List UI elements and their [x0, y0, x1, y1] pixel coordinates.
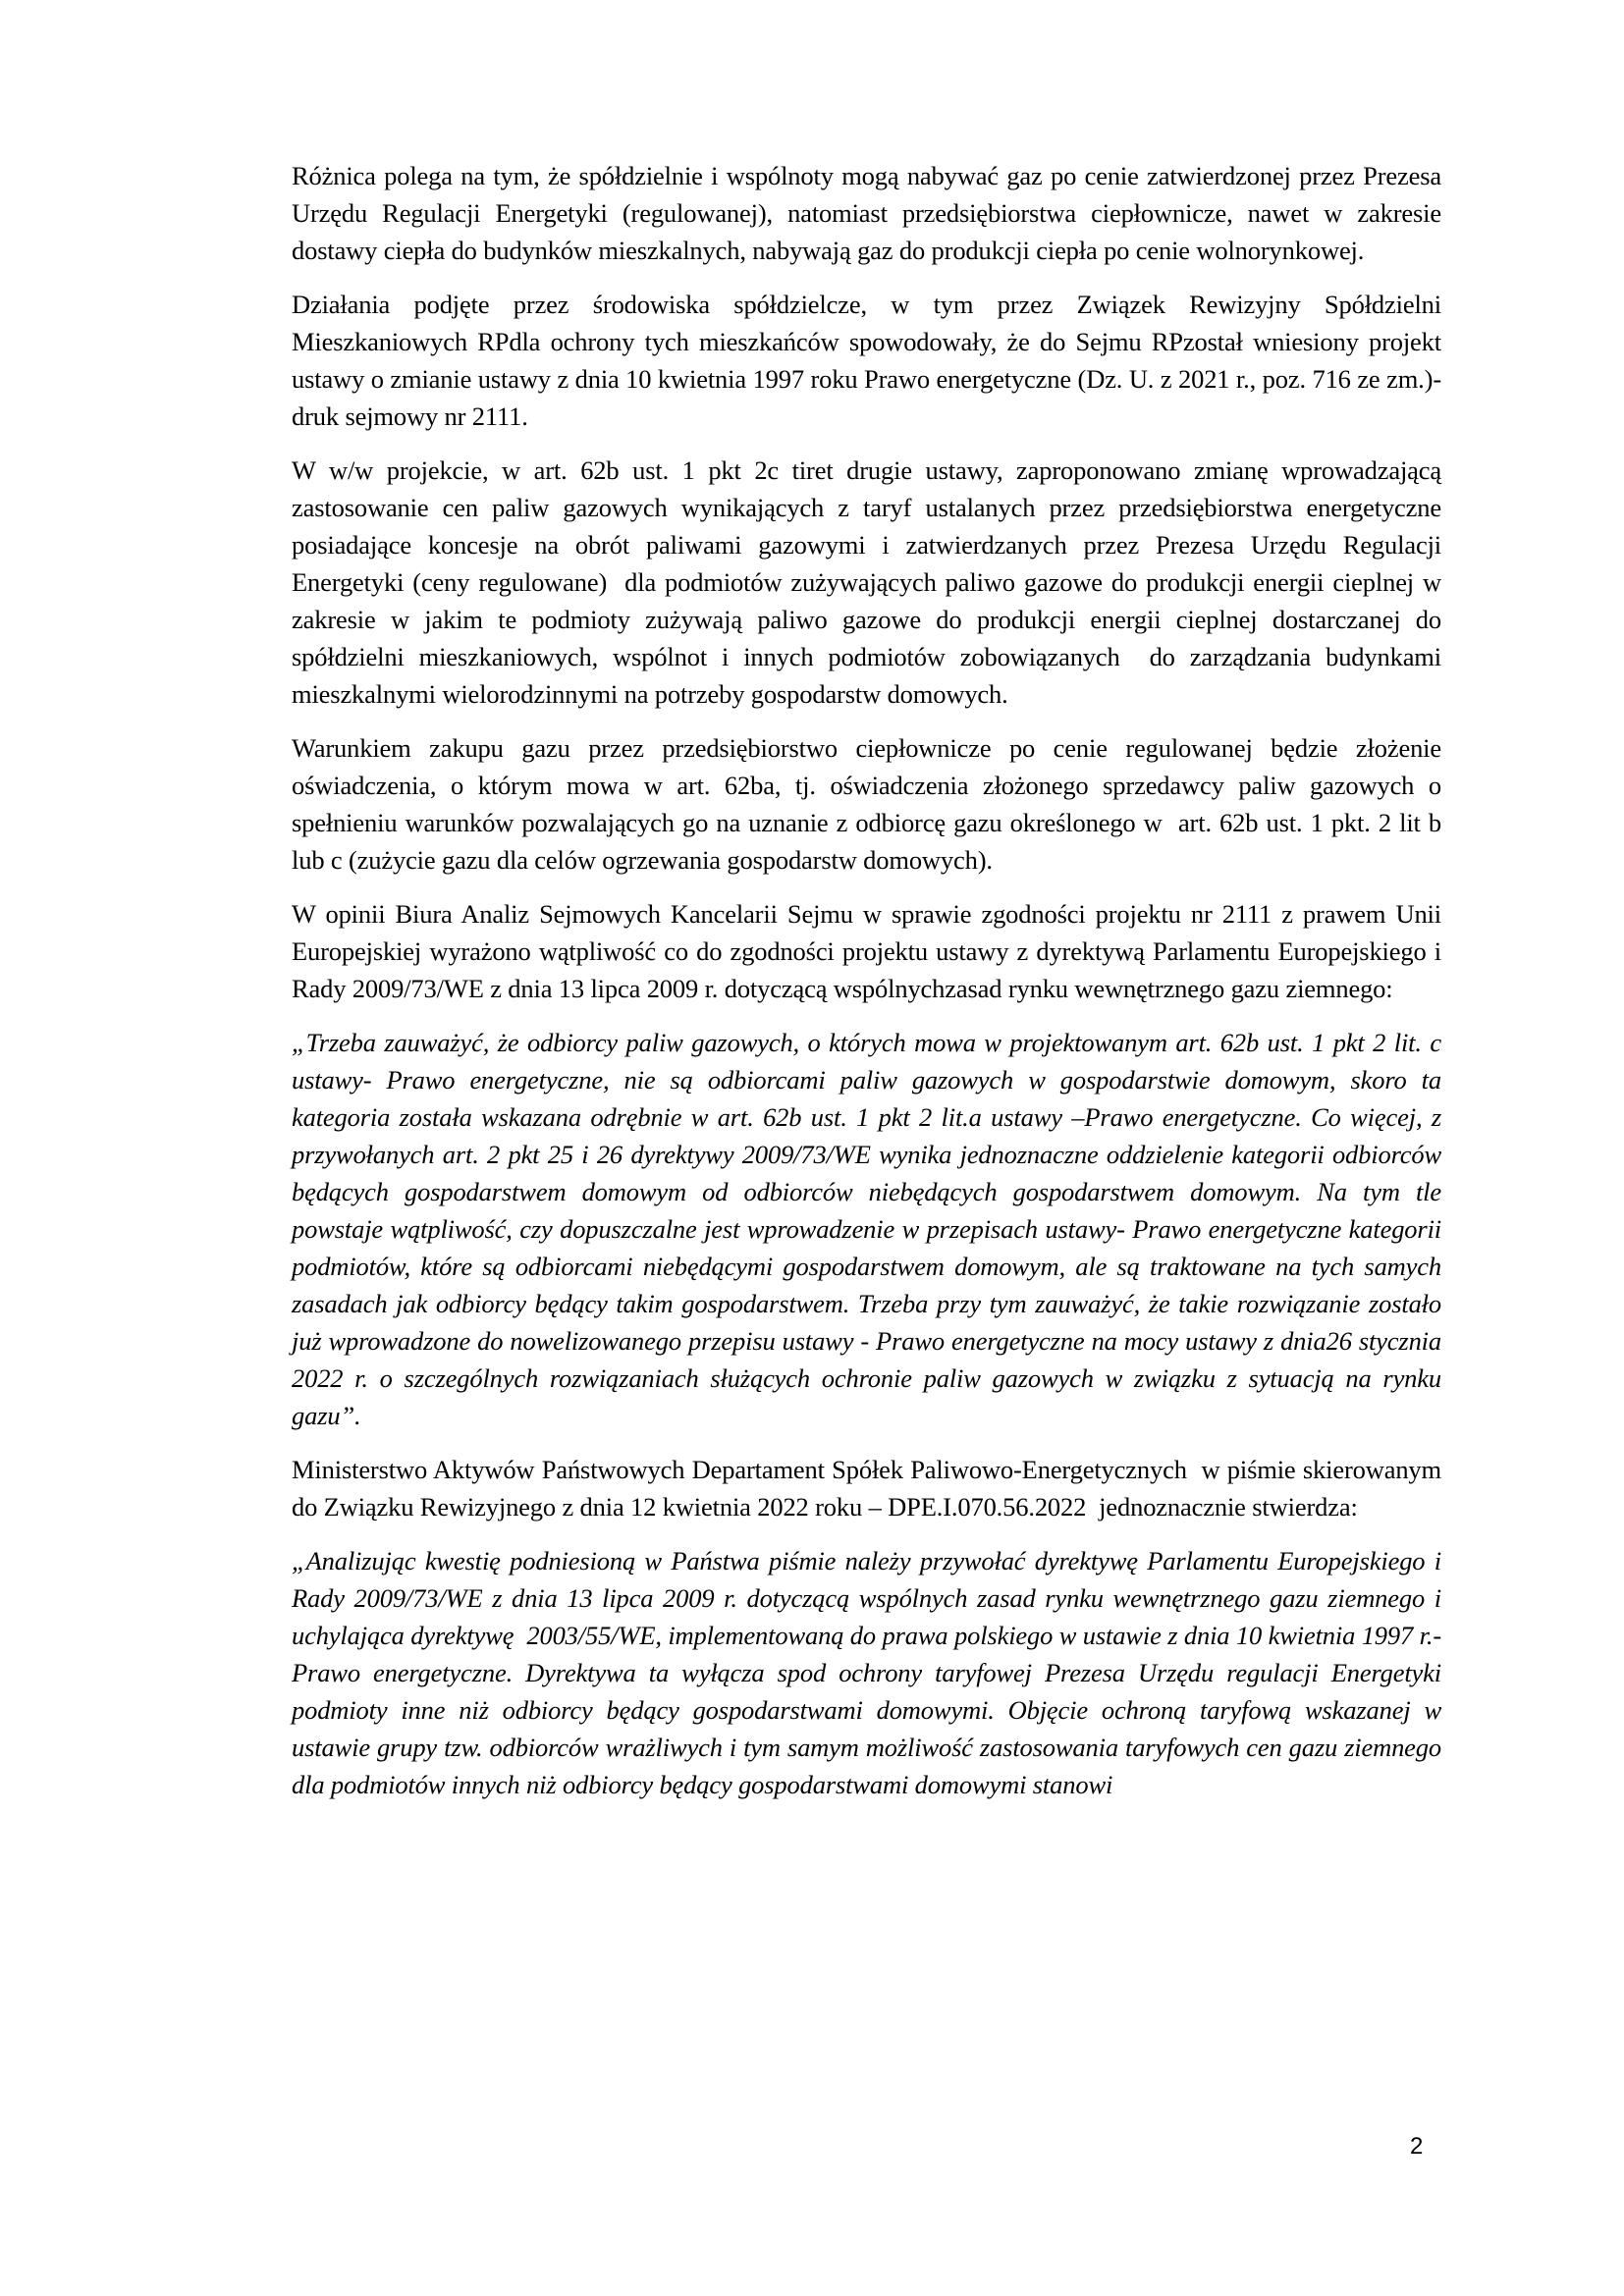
paragraph-cooperative-actions: Działania podjęte przez środowiska spółdzielcze, w tym przez Związek Rewizyjny Spółdzielni Mieszkaniowych RPdla ochrony tych mieszkańców spowodowały, że do Sejmu RPzostał wniesiony projekt ustawy o zmianie ustawy z dnia 10 kwietnia 1997 roku Prawo energetyczne (Dz. U. z 2021 r., poz. 716 ze zm.)- druk sejmowy nr 2111. [292, 290, 1448, 431]
paragraph-purchase-condition: Warunkiem zakupu gazu przez przedsiębiorstwo ciepłownicze po cenie regulowanej będzie złożenie oświadczenia, o którym mowa w art. 62ba, tj. oświadczenia złożonego sprzedawcy paliw gazowych o spełnieniu warunków pozwalających go na uznanie z odbiorcę gazu określonego w art. 62b ust. 1 pkt. 2 lit b lub c (zużycie gazu dla celów ogrzewania gospodarstw domowych). [292, 733, 1448, 875]
quote-ministry-letter: „Analizując kwestię podniesioną w Państwa piśmie należy przywołać dyrektywę Parlamentu Europejskiego i Rady 2009/73/WE z dnia 13 lipca 2009 r. dotyczącą wspólnych zasad rynku wewnętrznego gazu ziemnego i uchylająca dyrektywę 2003/55/WE, implementowaną do prawa polskiego w ustawie z dnia 10 kwietnia 1997 r.- Prawo energetyczne. Dyrektywa ta wyłącza spod ochrony taryfowej Prezesa Urzędu regulacji Energetyki podmioty inne niż odbiorcy będący gospodarstwami domowymi. Objęcie ochroną taryfową wskazanej w ustawie grupy tzw. odbiorców wrażliwych i tym samym możliwość zastosowania taryfowych cen gazu ziemnego dla podmiotów innych niż odbiorcy będący gospodarstwami domowymi stanowi [292, 1546, 1448, 1799]
paragraph-price-difference: Różnica polega na tym, że spółdzielnie i wspólnoty mogą nabywać gaz po cenie zatwierdzonej przez Prezesa Urzędu Regulacji Energetyki (regulowanej), natomiast przedsiębiorstwa ciepłownicze, nawet w zakresie dostawy ciepła do budynków mieszkalnych, nabywają gaz do produkcji ciepła po cenie wolnorynkowej. [292, 161, 1448, 265]
page-number: 2 [1410, 2133, 1424, 2160]
paragraph-ministry-letter: Ministerstwo Aktywów Państwowych Departament Spółek Paliwowo-Energetycznych w piśmie skierowanym do Związku Rewizyjnego z dnia 12 kwietnia 2022 roku – DPE.I.070.56.2022 jednoznacznie stwierdza: [292, 1455, 1448, 1522]
paragraph-bas-opinion: W opinii Biura Analiz Sejmowych Kancelarii Sejmu w sprawie zgodności projektu nr 2111 z prawem Unii Europejskiej wyrażono wątpliwość co do zgodności projektu ustawy z dyrektywą Parlamentu Europejskiego i Rady 2009/73/WE z dnia 13 lipca 2009 r. dotyczącą wspólnychzasad rynku wewnętrznego gazu ziemnego: [292, 899, 1448, 1003]
paragraph-bill-proposal: W w/w projekcie, w art. 62b ust. 1 pkt 2c tiret drugie ustawy, zaproponowano zmianę wprowadzającą zastosowanie cen paliw gazowych wynikających z taryf ustalanych przez przedsiębiorstwa energetyczne posiadające koncesje na obrót paliwami gazowymi i zatwierdzanych przez Prezesa Urzędu Regulacji Energetyki (ceny regulowane) dla podmiotów zużywających paliwo gazowe do produkcji energii cieplnej w zakresie w jakim te podmioty zużywają paliwo gazowe do produkcji energii cieplnej dostarczanej do spółdzielni mieszkaniowych, wspólnot i innych podmiotów zobowiązanych do zarządzania budynkami mieszkalnymi wielorodzinnymi na potrzeby gospodarstw domowych. [292, 455, 1448, 709]
quote-bas-opinion: „Trzeba zauważyć, że odbiorcy paliw gazowych, o których mowa w projektowanym art. 62b ust. 1 pkt 2 lit. c ustawy- Prawo energetyczne, nie są odbiorcami paliw gazowych w gospodarstwie domowym, skoro ta kategoria została wskazana odrębnie w art. 62b ust. 1 pkt 2 lit.a ustawy –Prawo energetyczne. Co więcej, z przywołanych art. 2 pkt 25 i 26 dyrektywy 2009/73/WE wynika jednoznaczne oddzielenie kategorii odbiorców będących gospodarstwem domowym od odbiorców niebędących gospodarstwem domowym. Na tym tle powstaje wątpliwość, czy dopuszczalne jest wprowadzenie w przepisach ustawy- Prawo energetyczne kategorii podmiotów, które są odbiorcami niebędącymi gospodarstwem domowym, ale są traktowane na tych samych zasadach jak odbiorcy będący takim gospodarstwem. Trzeba przy tym zauważyć, że takie rozwiązanie zostało już wprowadzone do nowelizowanego przepisu ustawy - Prawo energetyczne na mocy ustawy z dnia26 stycznia 2022 r. o szczególnych rozwiązaniach służących ochronie paliw gazowych w związku z sytuacją na rynku gazu”. [292, 1028, 1448, 1430]
document-page [292, 157, 1448, 1820]
